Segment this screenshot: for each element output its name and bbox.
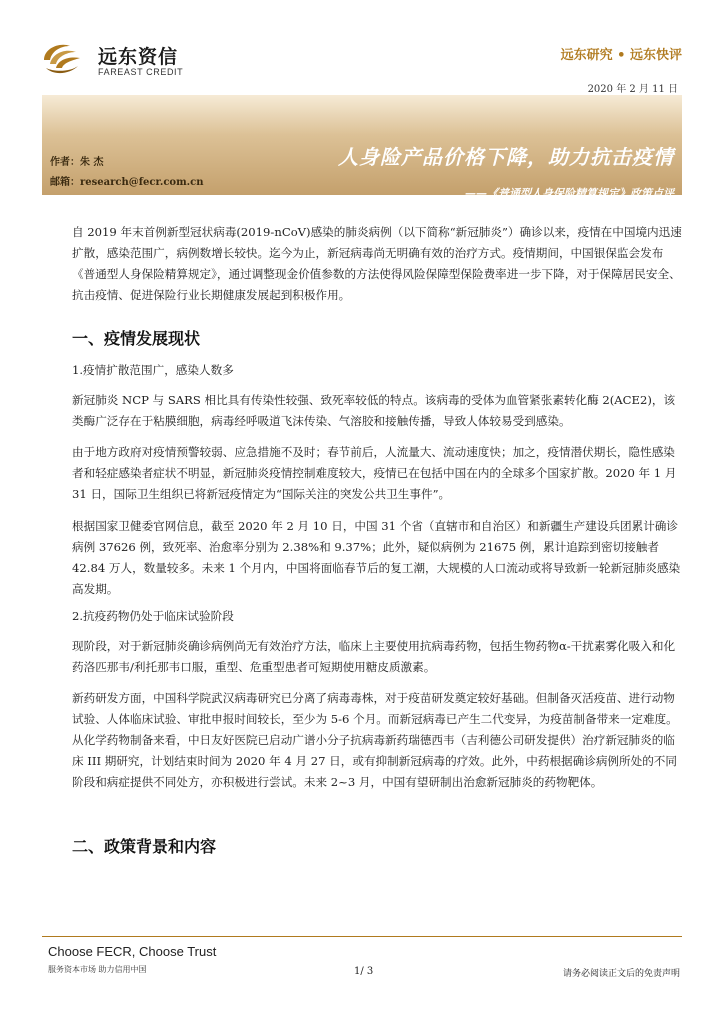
footer-slogan-chinese: 服务资本市场 助力信用中国: [48, 965, 147, 974]
author-email: 邮箱：research@fecr.com.cn: [50, 177, 204, 188]
section1-heading: 一、疫情发展现状: [72, 329, 201, 348]
logo-mark-icon: [40, 40, 84, 76]
paragraph-text: 现阶段，对于新冠肺炎确诊病例尚无有效治疗方法，临床上主要使用抗病毒药物，包括生物药物α-干扰素雾化吸入和化药洛匹那韦/利托那韦口服，重型、危重型患者可短期使用糖皮质激素。: [72, 639, 676, 674]
paragraph-text: 由于地方政府对疫情预警较弱、应急措施不及时；春节前后，人流量大、流动速度快；加之，疫情潜伏期长，隐性感染者和轻症感染者症状不明显，新冠肺炎疫情控制难度较大，疫情已在包括中国在内的全球多个国家扩散。2020 年 1 月 31 日，国际卫生组织已将新冠疫情定为“国际关注的突发公共卫生事件”。: [72, 445, 677, 501]
page-number: 1/ 3: [354, 966, 374, 977]
paragraph-text: 新冠肺炎 NCP 与 SARS 相比具有传染性较强、致死率较低的特点。该病毒的受体为血管紧张素转化酶 2(ACE2)，该类酶广泛存在于粘膜细胞，病毒经呼吸道飞沫传染、气溶胶和接触传播，导致人体较易受到感染。: [72, 393, 676, 428]
section1-paragraph-4: [72, 636, 682, 678]
page-header: [0, 0, 724, 80]
footer-slogan: Choose FECR, Choose Trust: [48, 944, 217, 959]
paragraph-text: 根据国家卫健委官网信息，截至 2020 年 2 月 10 日，中国 31 个省（直辖市和自治区）和新疆生产建设兵团累计确诊病例 37626 例，致死率、治愈率分别为 2.38%和 9.37%；此外，疑似病例为 21675 例，累计追踪到密切接触者 42.84 万人，数量较多。未来 1 个月内，中国将面临春节后的复工潮，大规模的人口流动或将导致新一轮新冠肺炎感染高发期。: [72, 519, 681, 596]
intro-paragraph: [72, 222, 682, 306]
title-banner: [42, 95, 682, 200]
section2-heading: 二、政策背景和内容: [72, 837, 217, 856]
report-date: 2020 年 2 月 11 日: [587, 84, 678, 95]
section1-subheading-1: 1.疫情扩散范围广，感染人数多: [72, 363, 234, 377]
logo-chinese-name: 远东资信: [98, 46, 179, 68]
intro-text: 自 2019 年末首例新型冠状病毒(2019-nCoV)感染的肺炎病例（以下简称“新冠肺炎”）确诊以来，疫情在中国境内迅速扩散，感染范围广，病例数增长较快。迄今为止，新冠病毒尚无明确有效的治疗方式。疫情期间，中国银保监会发布《普通型人身保险精算规定》，通过调整现金价值参数的方法使得风险保障型保险费率进一步下降，对于保障居民安全、抗击疫情、促进保险行业长期健康发展起到积极作用。: [72, 225, 682, 302]
section1-paragraph-3: [72, 516, 682, 600]
page-title: 人身险产品价格下降，助力抗击疫情: [338, 145, 674, 169]
section1-subheading-2: 2.抗疫药物仍处于临床试验阶段: [72, 609, 234, 623]
paragraph-text: 新药研发方面，中国科学院武汉病毒研究已分离了病毒毒株，对于疫苗研发奠定较好基础。但制备灭活疫苗、进行动物试验、人体临床试验、审批申报时间较长，至少为 5-6 个月。而新冠病毒已产生二代变异，为疫苗制备带来一定难度。从化学药物制备来看，中日友好医院已启动广谱小分子抗病毒新药瑞德西韦（吉利德公司研发提供）治疗新冠肺炎的临床 III 期研究，计划结束时间为 2020 年 4 月 27 日，或有抑制新冠病毒的疗效。此外，中药根据确诊病例所处的不同阶段和病症提供不同处方，亦积极进行尝试。未来 2~3 月，中国有望研制出治愈新冠肺炎的药物靶体。: [72, 691, 678, 789]
section1-paragraph-5: [72, 688, 682, 793]
footer-disclaimer: 请务必阅读正文后的免责声明: [562, 969, 680, 979]
logo-english-name: FAREAST CREDIT: [98, 67, 184, 77]
report-series: 远东研究 • 远东快评: [560, 48, 682, 63]
company-logo: [40, 40, 220, 80]
author: 作者：朱 杰: [50, 157, 104, 168]
section1-paragraph-2: [72, 442, 682, 505]
page-subtitle: ——《普通型人身保险精算规定》政策点评: [465, 187, 674, 200]
section1-paragraph-1: [72, 390, 682, 432]
footer-divider: [42, 936, 682, 937]
